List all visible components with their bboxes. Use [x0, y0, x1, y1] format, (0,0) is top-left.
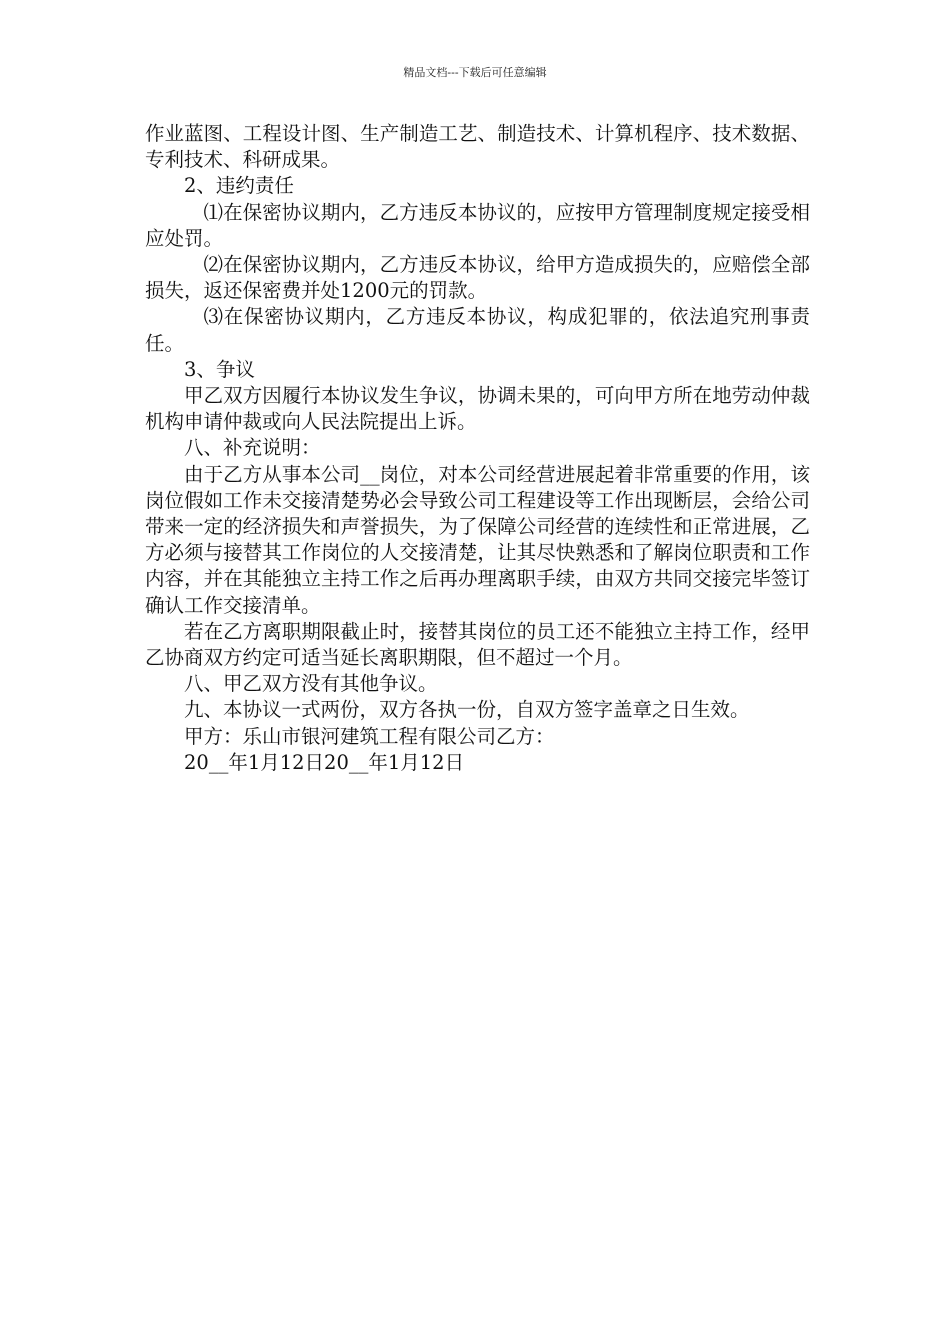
paragraph-dates: 20__年1月12日20__年1月12日 [184, 750, 465, 774]
paragraph-breach-clause-1: ⑴在保密协议期内，乙方违反本协议的，应按甲方管理制度规定接受相应处罚。 [145, 200, 810, 250]
paragraph-copies: 九、本协议一式两份，双方各执一份，自双方签字盖章之日生效。 [184, 698, 750, 722]
paragraph-breach-clause-2: ⑵在保密协议期内，乙方违反本协议，给甲方造成损失的，应赔偿全部损失，返还保密费并处1200元的罚款。 [145, 253, 810, 303]
paragraph-no-other-dispute: 八、甲乙双方没有其他争议。 [184, 672, 438, 696]
heading-supplementary: 八、补充说明： [184, 436, 321, 460]
heading-breach-liability: 2、违约责任 [184, 174, 294, 198]
heading-dispute: 3、争议 [184, 357, 255, 381]
paragraph-secret-scope-continued: 作业蓝图、工程设计图、生产制造工艺、制造技术、计算机程序、技术数据、专利技术、科研成果。 [145, 122, 810, 172]
paragraph-breach-clause-3: ⑶在保密协议期内，乙方违反本协议，构成犯罪的，依法追究刑事责任。 [145, 305, 810, 355]
paragraph-handover: 由于乙方从事本公司__岗位，对本公司经营进展起着非常重要的作用，该岗位假如工作未交接清楚势必会导致公司工程建设等工作出现断层，会给公司带来一定的经济损失和声誉损失，为了保障公司经营的连续性和正常进展，乙方必须与接替其工作岗位的人交接清楚，让其尽快熟悉和了解岗位职责和工作内容，并在其能独立主持工作之后再办理离职手续，由双方共同交接完毕签订确认工作交接清单。 [145, 462, 810, 617]
paragraph-dispute: 甲乙双方因履行本协议发生争议，协调未果的，可向甲方所在地劳动仲裁机构申请仲裁或向人民法院提出上诉。 [145, 384, 810, 434]
document-body [145, 121, 810, 776]
paragraph-parties: 甲方：乐山市银河建筑工程有限公司乙方： [184, 724, 555, 748]
page-header: 精品文档---下载后可任意编辑 [403, 66, 547, 79]
paragraph-extension: 若在乙方离职期限截止时，接替其岗位的员工还不能独立主持工作，经甲乙协商双方约定可适当延长离职期限，但不超过一个月。 [145, 619, 810, 670]
